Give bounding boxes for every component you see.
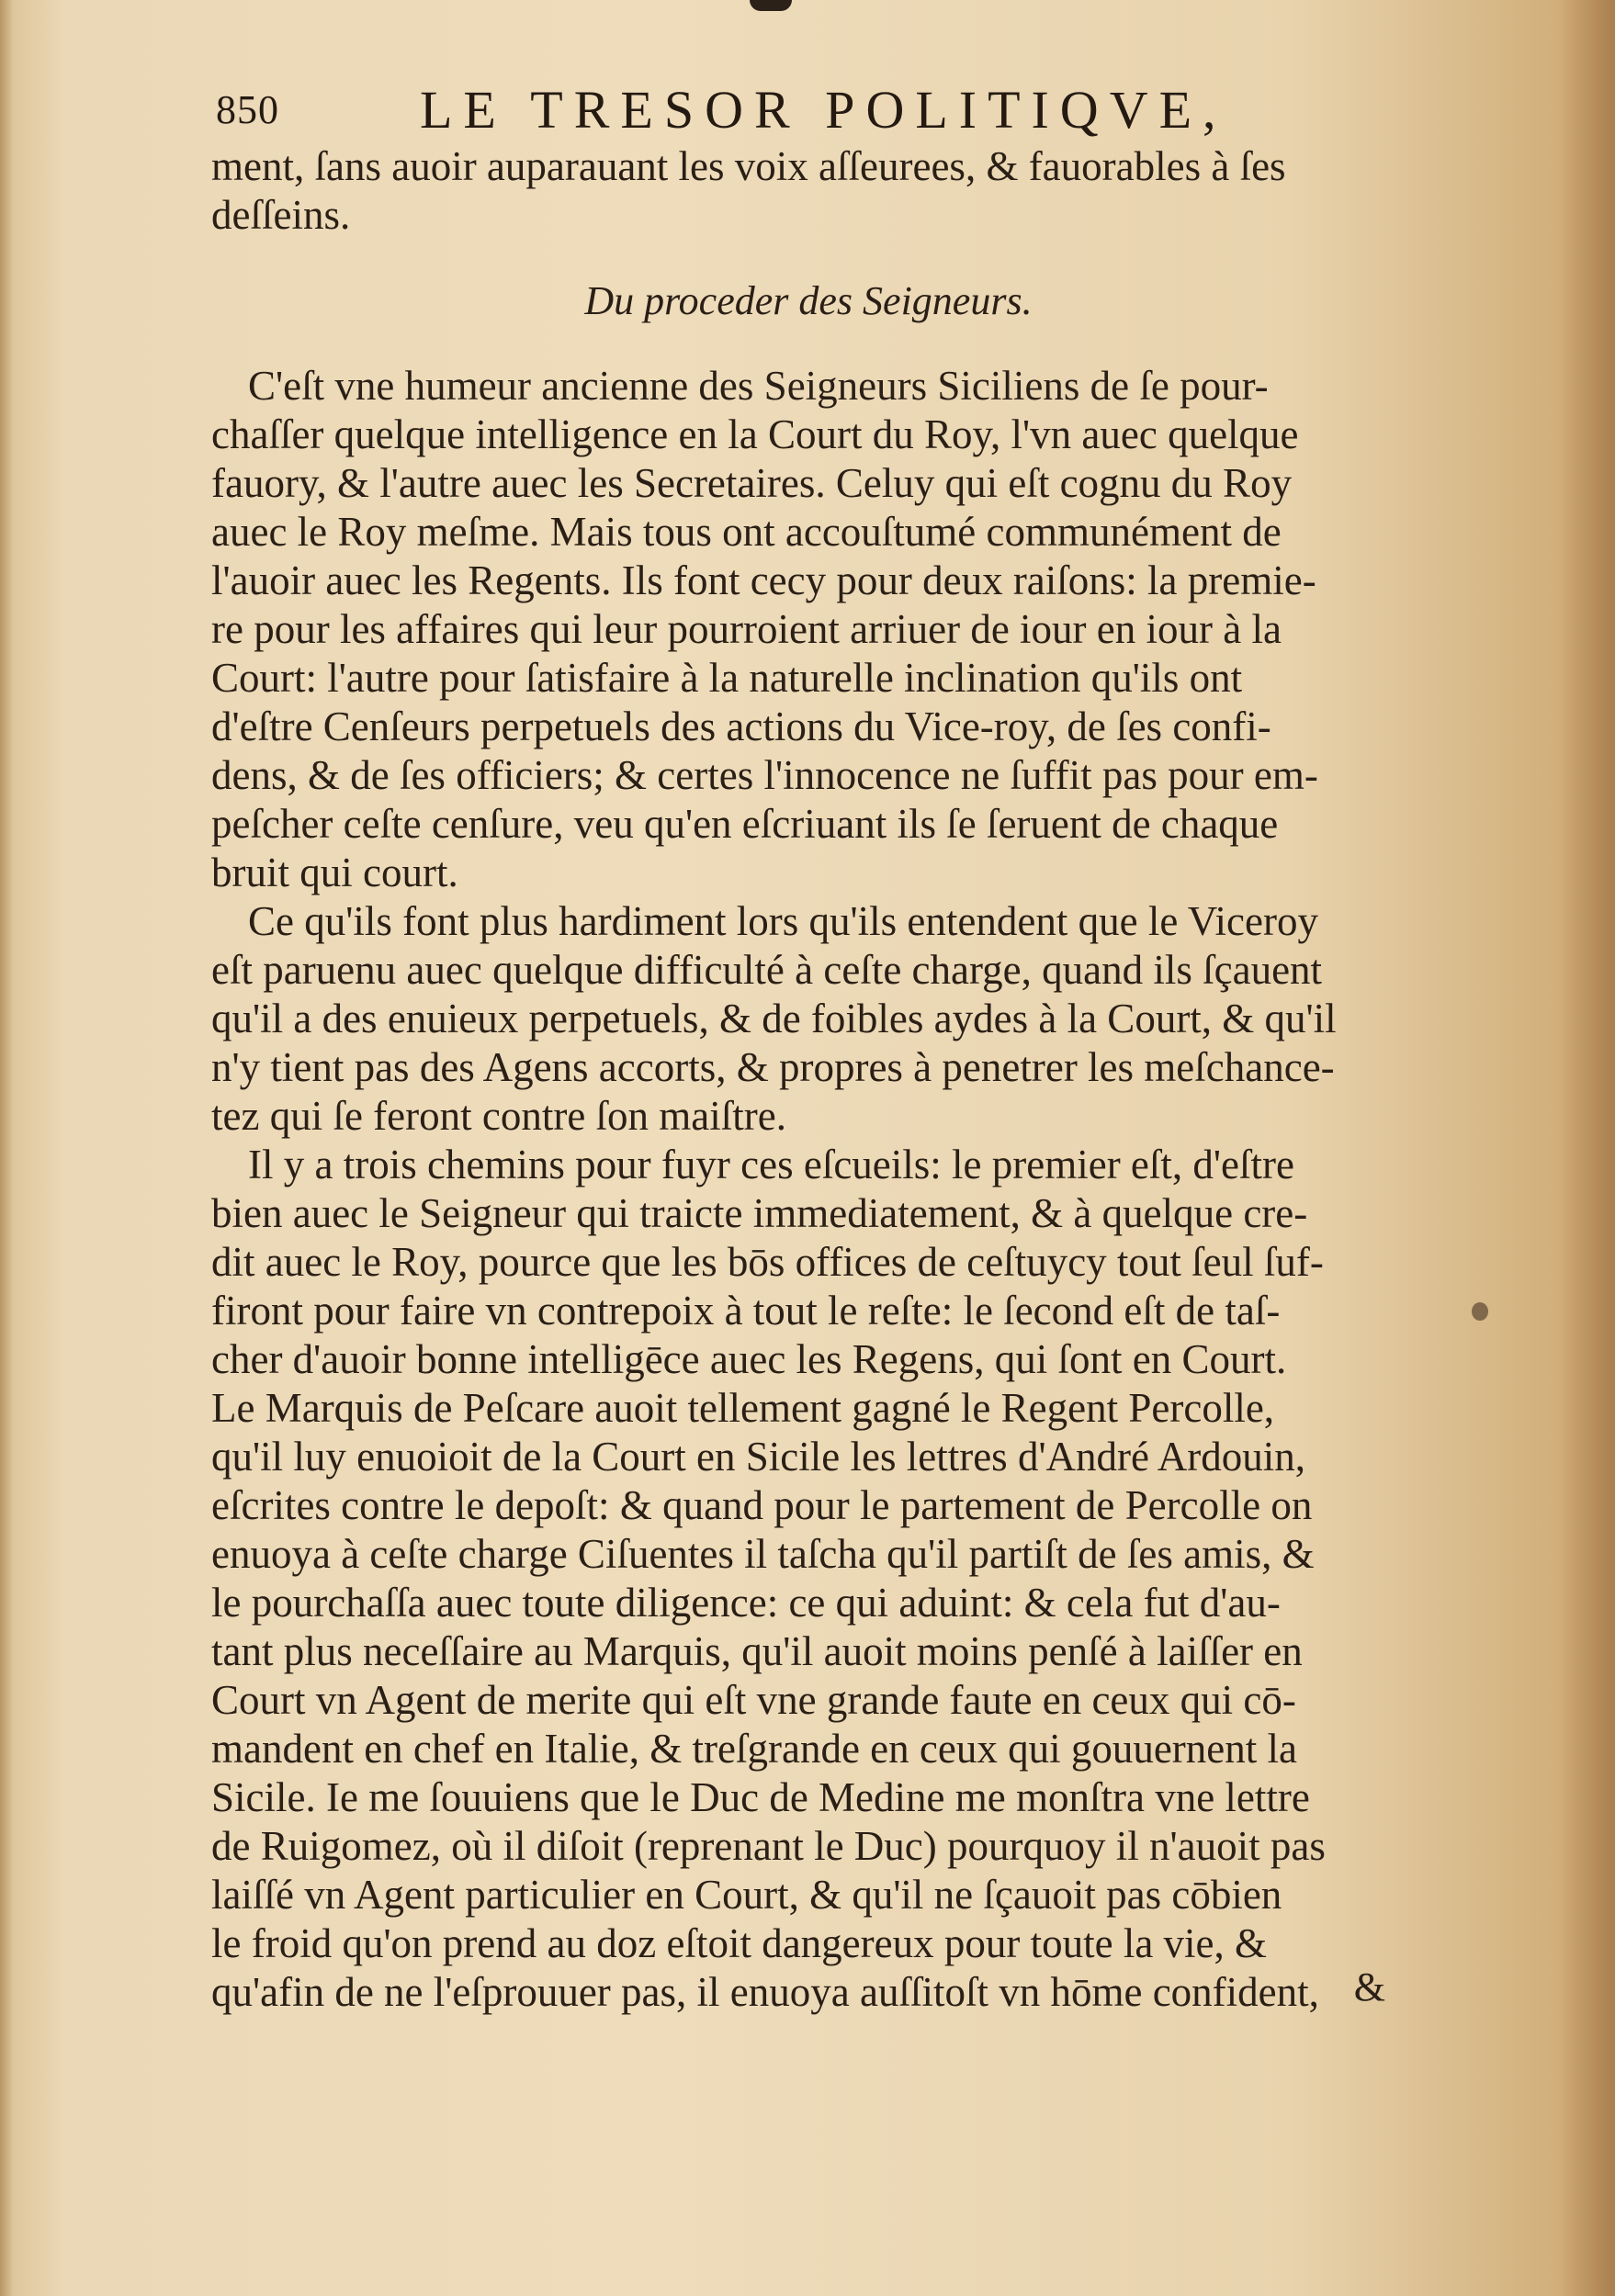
text-line: Il y a trois chemins pour fuyr ces eſcueils: le premier eſt, d'eſtre bbox=[248, 1142, 1294, 1187]
text-line: eſcrites contre le depoſt: & quand pour le partement de Percolle on bbox=[211, 1482, 1313, 1528]
text-line: bruit qui court. bbox=[211, 850, 458, 895]
text-line: cher d'auoir bonne intelligēce auec les Regens, qui ſont en Court. bbox=[211, 1336, 1287, 1382]
text-line: le pourchaſſa auec toute diligence: ce qui aduint: & cela fut d'au- bbox=[211, 1580, 1281, 1626]
text-line: n'y tient pas des Agens accorts, & propres à penetrer les meſchance- bbox=[211, 1044, 1335, 1090]
catchword: & bbox=[1353, 1964, 1385, 2009]
text-line: bien auec le Seigneur qui traicte immediatement, & à quelque cre- bbox=[211, 1190, 1308, 1236]
page-left-edge bbox=[0, 0, 13, 2296]
text-line: firont pour faire vn contrepoix à tout le reſte: le ſecond eſt de taſ- bbox=[211, 1288, 1281, 1334]
text-line: dit auec le Roy, pource que les bōs offices de ceſtuycy tout ſeul ſuf- bbox=[211, 1239, 1324, 1285]
page-header bbox=[216, 79, 1355, 143]
text-line: deſſeins. bbox=[211, 192, 351, 238]
text-line: Court vn Agent de merite qui eſt vne grande faute en ceux qui cō- bbox=[211, 1677, 1296, 1723]
text-line: enuoya à ceſte charge Ciſuentes il taſcha qu'il partiſt de ſes amis, & bbox=[211, 1531, 1315, 1577]
text-line: le froid qu'on prend au doz eſtoit dangereux pour toute la vie, & bbox=[211, 1920, 1268, 1966]
text-line: ment, ſans auoir auparauant les voix aſſeurees, & fauorables à ſes bbox=[211, 143, 1286, 189]
text-line: Ce qu'ils font plus hardiment lors qu'ils entendent que le Viceroy bbox=[248, 898, 1318, 944]
text-line: tez qui ſe feront contre ſon maiſtre. bbox=[211, 1093, 787, 1139]
text-line: qu'il a des enuieux perpetuels, & de foibles aydes à la Court, & qu'il bbox=[211, 996, 1337, 1041]
text-line: re pour les affaires qui leur pourroient arriuer de iour en iour à la bbox=[211, 606, 1282, 652]
text-line: laiſſé vn Agent particulier en Court, & qu'il ne ſçauoit pas cōbien bbox=[211, 1872, 1282, 1918]
text-block bbox=[211, 142, 1406, 2017]
text-line: dens, & de ſes officiers; & certes l'innocence ne ſuffit pas pour em- bbox=[211, 752, 1318, 798]
page-number: 850 bbox=[216, 87, 279, 132]
text-line: qu'il luy enuoioit de la Court en Sicile les lettres d'André Ardouin, bbox=[211, 1434, 1306, 1480]
text-line: chaſſer quelque intelligence en la Court du Roy, l'vn auec quelque bbox=[211, 411, 1299, 457]
text-line: Sicile. Ie me ſouuiens que le Duc de Medine me monſtra vne lettre bbox=[211, 1774, 1310, 1820]
text-line: tant plus neceſſaire au Marquis, qu'il auoit moins penſé à laiſſer en bbox=[211, 1628, 1303, 1674]
text-line: auec le Roy meſme. Mais tous ont accouſtumé communément de bbox=[211, 509, 1282, 555]
text-line: mandent en chef en Italie, & treſgrande en ceux qui gouuernent la bbox=[211, 1726, 1297, 1772]
text-line: Le Marquis de Peſcare auoit tellement gagné le Regent Percolle, bbox=[211, 1385, 1275, 1431]
paper-stain bbox=[1472, 1302, 1488, 1321]
ink-blot bbox=[750, 0, 792, 11]
running-title: LE TRESOR POLITIQVE, bbox=[420, 80, 1227, 140]
text-line: de Ruigomez, où il diſoit (reprenant le Duc) pourquoy il n'auoit pas bbox=[211, 1823, 1326, 1869]
text-line: l'auoir auec les Regents. Ils font cecy pour deux raiſons: la premie- bbox=[211, 557, 1316, 603]
text-line: fauory, & l'autre auec les Secretaires. Celuy qui eſt cognu du Roy bbox=[211, 460, 1293, 506]
text-line: qu'afin de ne l'eſprouuer pas, il enuoya auſſitoſt vn hōme confident, bbox=[211, 1969, 1319, 2015]
section-heading: Du proceder des Seigneurs. bbox=[584, 278, 1033, 323]
text-line: eſt paruenu auec quelque difficulté à ceſte charge, quand ils ſçauent bbox=[211, 947, 1323, 993]
page-gutter-shadow bbox=[1560, 0, 1615, 2296]
text-line: C'eſt vne humeur ancienne des Seigneurs Siciliens de ſe pour- bbox=[248, 363, 1269, 409]
text-line: d'eſtre Cenſeurs perpetuels des actions du Vice-roy, de ſes confi- bbox=[211, 703, 1271, 749]
text-line: peſcher ceſte cenſure, veu qu'en eſcriuant ils ſe ſeruent de chaque bbox=[211, 801, 1279, 847]
text-line: Court: l'autre pour ſatisfaire à la naturelle inclination qu'ils ont bbox=[211, 655, 1243, 701]
